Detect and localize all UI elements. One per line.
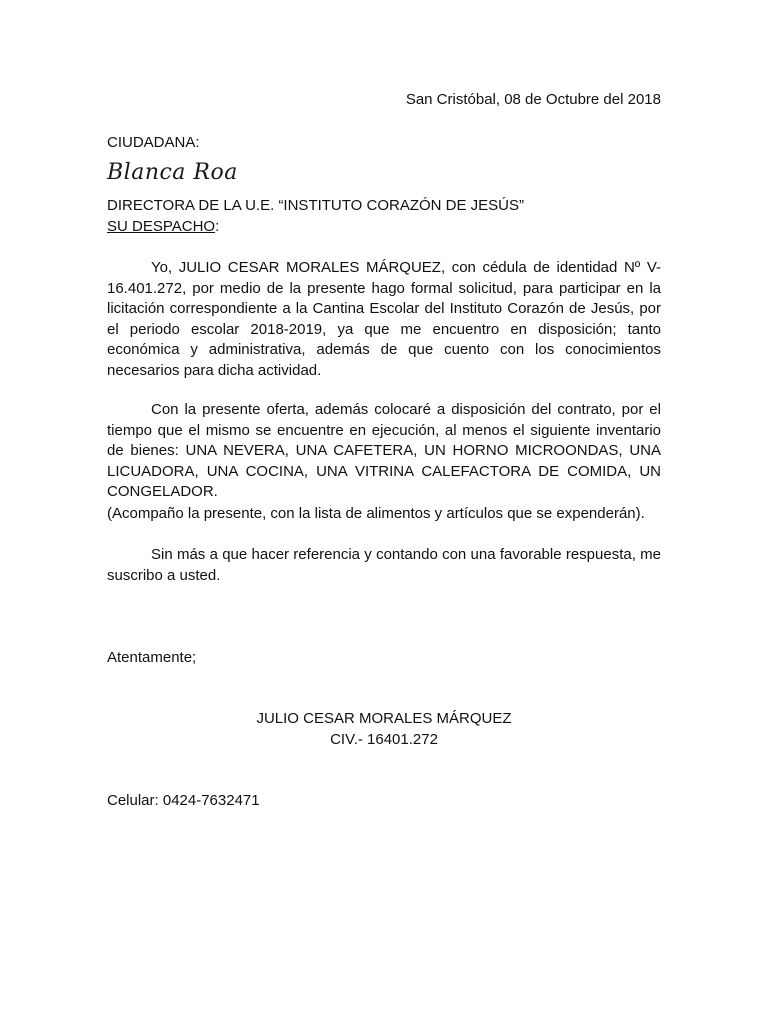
office-colon: : bbox=[215, 218, 220, 235]
paragraph-closing: Sin más a que hacer referencia y contando con una favorable respuesta, me suscribo a usted. bbox=[107, 546, 661, 584]
paragraph-request: Yo, JULIO CESAR MORALES MÁRQUEZ, con cédula de identidad Nº V-16.401.272, por medio de la presente hago formal solicitud, para participar en la licitación correspondiente a la Cantina Escolar del Instituto Corazón de Jesús, por el periodo escolar 2018-2019, ya que me encuentro en disposición; tanto económica y administrativa, además de que cuento con los conocimientos necesarios para dicha actividad. bbox=[107, 259, 661, 379]
paragraph-note: (Acompaño la presente, con la lista de alimentos y artículos que se expenderán). bbox=[107, 505, 645, 522]
phone-number: Celular: 0424-7632471 bbox=[107, 792, 260, 809]
office-label: SU DESPACHO bbox=[107, 218, 216, 235]
letter-date: San Cristóbal, 08 de Octubre del 2018 bbox=[405, 91, 661, 108]
closing-text: Atentamente; bbox=[107, 649, 197, 666]
signer-name: JULIO CESAR MORALES MÁRQUEZ bbox=[256, 710, 512, 727]
signer-id: CIV.- 16401.272 bbox=[330, 731, 438, 748]
office-line bbox=[107, 217, 219, 237]
recipient-title: DIRECTORA DE LA U.E. “INSTITUTO CORAZÓN DE JESÚS” bbox=[107, 197, 525, 214]
salutation: CIUDADANA: bbox=[107, 134, 200, 151]
recipient-name: Blanca Roa bbox=[107, 160, 238, 185]
paragraph-offer: Con la presente oferta, además colocaré a disposición del contrato, por el tiempo que el mismo se encuentre en ejecución, al menos el siguiente inventario de bienes: UNA NEVERA, UNA CAFETERA, UN HORNO MICROONDAS, UNA LICUADORA, UNA COCINA, UNA VITRINA CALEFACTORA DE COMIDA, UN CONGELADOR. bbox=[107, 401, 661, 501]
